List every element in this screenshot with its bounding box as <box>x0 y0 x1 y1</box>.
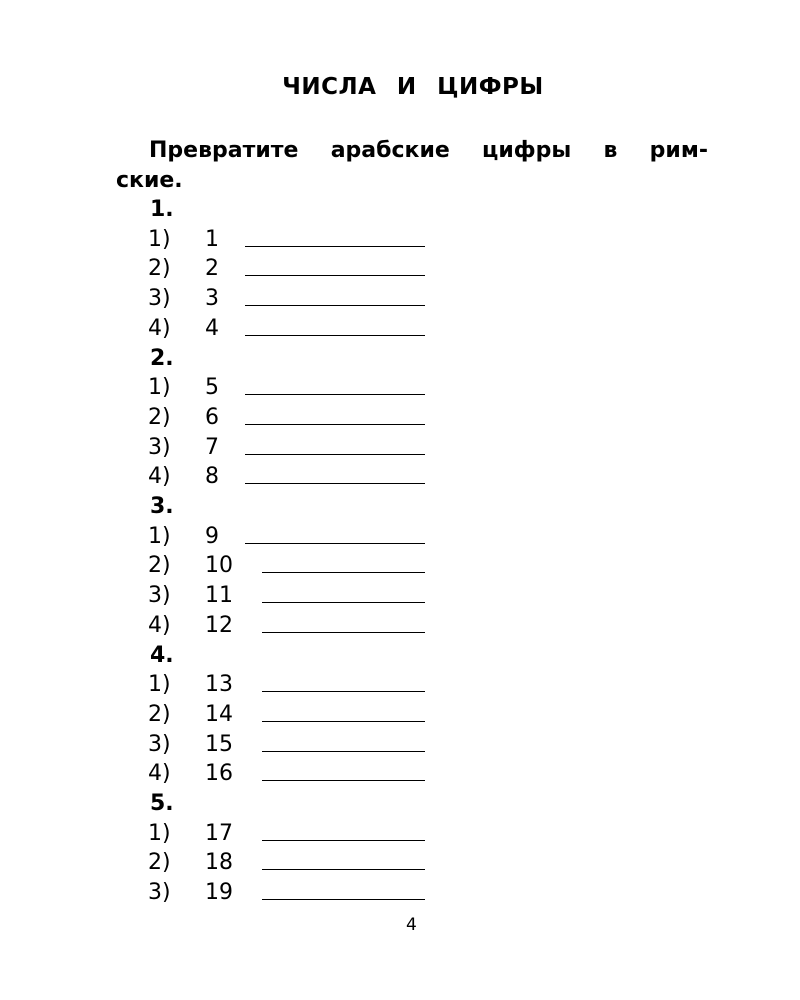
answer-blank-line[interactable] <box>245 305 425 306</box>
page-title: ЧИСЛА И ЦИФРЫ <box>282 74 544 100</box>
item-number: 3) <box>148 583 171 609</box>
exercise-group-label: 5. <box>150 791 174 816</box>
item-number: 2) <box>148 256 171 282</box>
arabic-number: 1 <box>205 226 219 252</box>
instruction-word: в <box>603 138 618 163</box>
answer-blank-line[interactable] <box>245 246 425 247</box>
item-number: 1) <box>148 226 171 252</box>
answer-blank-line[interactable] <box>245 483 425 484</box>
item-number: 4) <box>148 761 171 787</box>
item-number: 2) <box>148 404 171 430</box>
item-number: 3) <box>148 731 171 757</box>
page-number: 4 <box>406 915 417 935</box>
answer-blank-line[interactable] <box>245 454 425 455</box>
arabic-number: 12 <box>205 612 233 638</box>
exercise-group-label: 4. <box>150 642 174 668</box>
arabic-number: 8 <box>205 464 219 490</box>
item-number: 1) <box>148 523 171 549</box>
answer-blank-line[interactable] <box>262 691 425 692</box>
instruction-word: арабские <box>330 138 450 163</box>
item-number: 4) <box>148 315 171 341</box>
arabic-number: 4 <box>205 315 219 341</box>
arabic-number: 11 <box>205 583 233 609</box>
exercise-group-label: 1. <box>150 197 174 222</box>
item-number: 1) <box>148 375 171 401</box>
item-number: 1) <box>148 672 171 698</box>
arabic-number: 14 <box>205 701 233 727</box>
arabic-number: 7 <box>205 434 219 460</box>
answer-blank-line[interactable] <box>262 840 425 841</box>
exercise-group-label: 2. <box>150 345 174 371</box>
instruction-text <box>116 136 708 196</box>
arabic-number: 5 <box>205 375 219 401</box>
arabic-number: 17 <box>205 820 233 846</box>
item-number: 3) <box>148 286 171 312</box>
arabic-number: 16 <box>205 761 233 787</box>
arabic-number: 10 <box>205 553 233 579</box>
item-number: 2) <box>148 553 171 579</box>
instruction-word: Превратите <box>149 138 299 163</box>
item-number: 2) <box>148 701 171 727</box>
item-number: 4) <box>148 612 171 638</box>
arabic-number: 13 <box>205 672 233 698</box>
answer-blank-line[interactable] <box>262 721 425 722</box>
item-number: 2) <box>148 850 171 876</box>
arabic-number: 15 <box>205 731 233 757</box>
arabic-number: 19 <box>205 880 233 906</box>
answer-blank-line[interactable] <box>262 572 425 573</box>
answer-blank-line[interactable] <box>245 424 425 425</box>
item-number: 1) <box>148 820 171 846</box>
instruction-word: рим- <box>649 138 708 163</box>
answer-blank-line[interactable] <box>262 751 425 752</box>
instruction-line-2: ские. <box>116 168 183 193</box>
answer-blank-line[interactable] <box>262 632 425 633</box>
answer-blank-line[interactable] <box>245 275 425 276</box>
answer-blank-line[interactable] <box>262 602 425 603</box>
item-number: 4) <box>148 464 171 490</box>
answer-blank-line[interactable] <box>262 780 425 781</box>
answer-blank-line[interactable] <box>245 335 425 336</box>
item-number: 3) <box>148 880 171 906</box>
answer-blank-line[interactable] <box>262 869 425 870</box>
item-number: 3) <box>148 434 171 460</box>
answer-blank-line[interactable] <box>245 394 425 395</box>
arabic-number: 3 <box>205 286 219 312</box>
arabic-number: 6 <box>205 404 219 430</box>
arabic-number: 9 <box>205 523 219 549</box>
instruction-line-1 <box>116 136 708 166</box>
answer-blank-line[interactable] <box>262 899 425 900</box>
arabic-number: 18 <box>205 850 233 876</box>
instruction-word: цифры <box>482 138 572 163</box>
arabic-number: 2 <box>205 256 219 282</box>
answer-blank-line[interactable] <box>245 543 425 544</box>
exercise-group-label: 3. <box>150 494 174 519</box>
